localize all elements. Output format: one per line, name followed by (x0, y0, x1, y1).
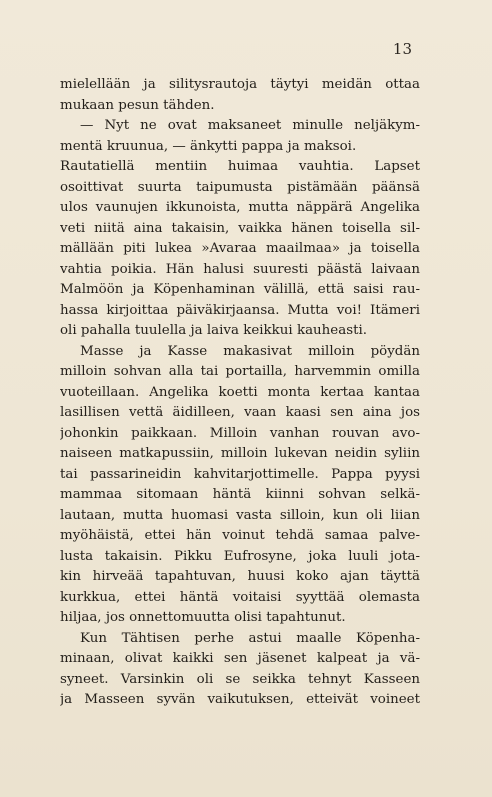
text-line: mammaa sitomaan häntä kiinni sohvan selkä- (60, 487, 420, 502)
text-line: naiseen matkapussiin, milloin lukevan neidin syliin (60, 446, 420, 461)
text-line: mällään piti lukea »Avaraa maailmaa» ja toisella (60, 241, 420, 256)
text-line: lautaan, mutta huomasi vasta silloin, kun oli liian (60, 507, 420, 523)
text-line: mentä kruunua, — änkytti pappa ja maksoi. (60, 138, 357, 154)
text-line: vahtia poikia. Hän halusi suuresti päästä laivaan (60, 261, 420, 277)
text-line: mielellään ja silitysrautoja täytyi meidän ottaa (60, 77, 420, 92)
text-line: oli pahalla tuulella ja laiva keikkui kauheasti. (60, 323, 367, 338)
text-line: ja Masseen syvän vaikutuksen, etteivät voineet (60, 692, 420, 707)
body-text (60, 75, 420, 711)
text-line: Kun Tähtisen perhe astui maalle Köpenha- (80, 630, 420, 646)
text-line: Malmöön ja Köpenhaminan välillä, että saisi rau- (60, 282, 420, 297)
text-line: milloin sohvan alla tai portailla, harvemmin omilla (60, 364, 420, 379)
text-line: hiljaa, jos onnettomuutta olisi tapahtunut. (60, 610, 346, 625)
text-line: Masse ja Kasse makasivat milloin pöydän (80, 343, 420, 359)
text-line: tai passarineidin kahvitarjottimelle. Pappa pyysi (60, 466, 420, 482)
text-line: — Nyt ne ovat maksaneet minulle neljäkym- (80, 118, 420, 133)
text-line: myöhäistä, ettei hän voinut tehdä samaa palve- (60, 528, 420, 543)
text-line: lasillisen vettä äidilleen, vaan kaasi sen aina jos (60, 405, 420, 420)
text-line: syneet. Varsinkin oli se seikka tehnyt Kasseen (60, 671, 420, 687)
text-line: johonkin paikkaan. Milloin vanhan rouvan avo- (60, 425, 420, 441)
text-line: kin hirveää tapahtuvan, huusi koko ajan täyttä (60, 569, 420, 584)
text-line: ulos vaunujen ikkunoista, mutta näppärä Angelika (60, 200, 420, 215)
text-line: kurkkua, ettei häntä voitaisi syyttää olemasta (60, 589, 420, 605)
text-line: lusta takaisin. Pikku Eufrosyne, joka luuli jota- (60, 548, 420, 564)
text-line: hassa kirjoittaa päiväkirjaansa. Mutta voi! Itämeri (60, 302, 420, 318)
text-line: minaan, olivat kaikki sen jäsenet kalpeat ja vä- (60, 651, 420, 666)
page-number: 13 (392, 40, 412, 58)
text-line: veti niitä aina takaisin, vaikka hänen toisella sil- (60, 220, 420, 236)
text-line: osoittivat suurta taipumusta pistämään päänsä (60, 179, 420, 195)
text-line: Rautatiellä mentiin huimaa vauhtia. Lapset (60, 159, 420, 174)
text-line: mukaan pesun tähden. (60, 97, 215, 113)
text-line: vuoteillaan. Angelika koetti monta kertaa kantaa (60, 384, 420, 400)
